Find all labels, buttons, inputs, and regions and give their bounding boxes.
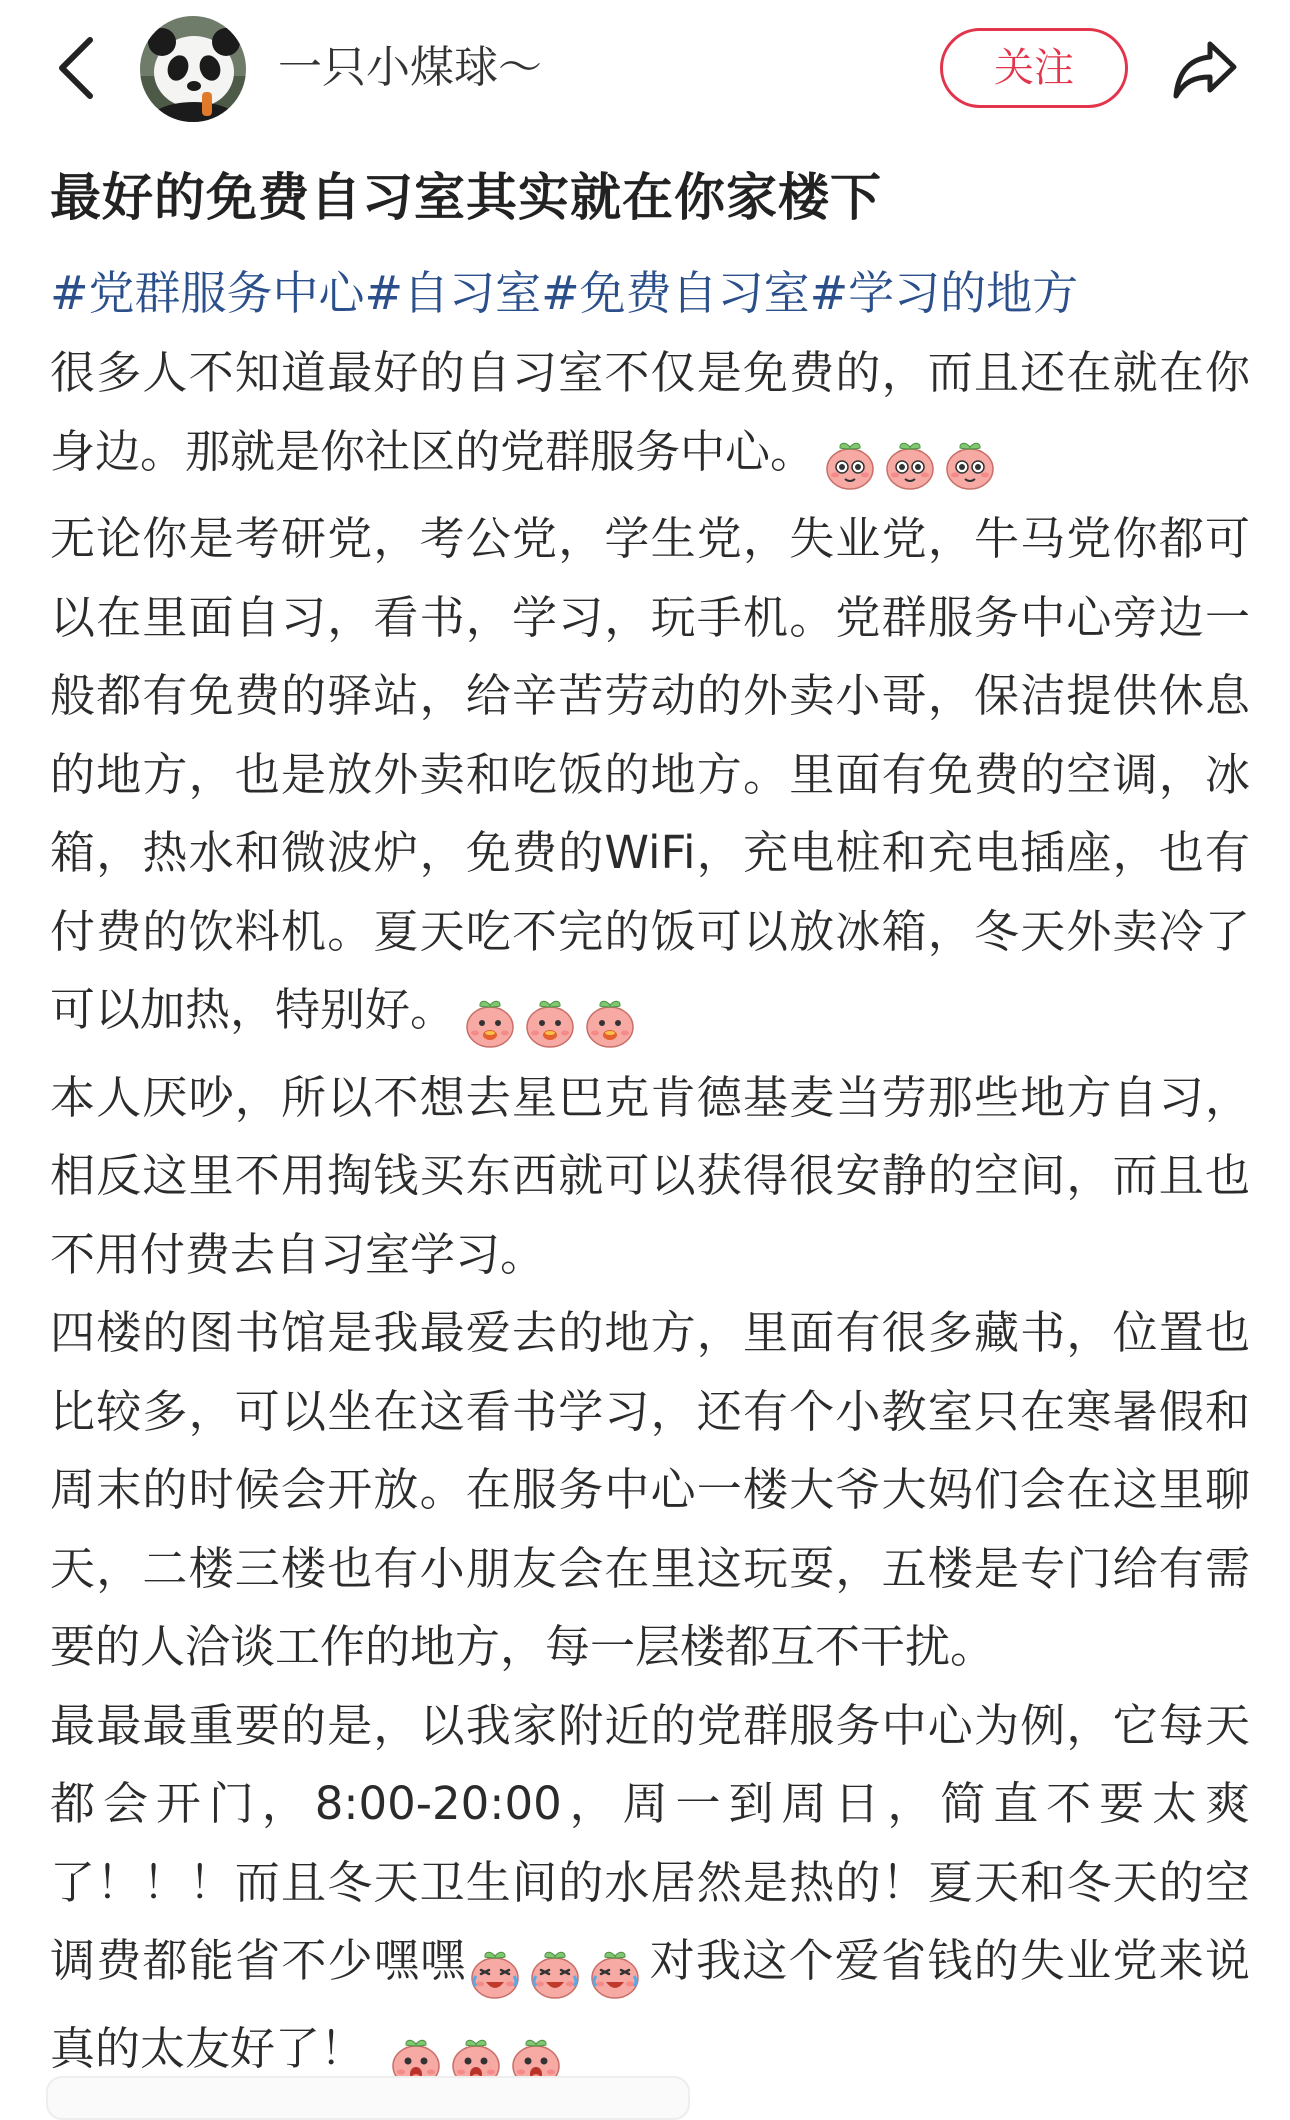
paragraph-text: 无论你是考研党，考公党，学生党，失业党，牛马党你都可以在里面自习，看书，学习，玩手机。党群服务中心旁边一般都有免费的驿站，给辛苦劳动的外卖小哥，保洁提供休息的地方，也是放外卖和吃饭的地方。里面有免费的空调，冰箱，热水和微波炉，免费的WiFi，充电桩和充电插座，也有付费的饮料机。夏天吃不完的饭可以放冰箱，冬天外卖冷了可以加热，特别好。 bbox=[50, 512, 1250, 1036]
paragraph-text: 最最最重要的是，以我家附近的党群服务中心为例，它每天都会开门，8:00-20:00，周一到周日，简直不要太爽了！！！而且冬天卫生间的水居然是热的！夏天和冬天的空调费都能省不少嘿嘿 bbox=[50, 1698, 1250, 1987]
hashtag-party-service-center[interactable]: #党群服务中心 bbox=[50, 266, 365, 320]
follow-button[interactable]: 关注 bbox=[940, 28, 1128, 108]
back-button[interactable] bbox=[48, 30, 108, 106]
peach-face-wide-eyes-emoji bbox=[823, 437, 877, 491]
share-arrow-icon bbox=[1170, 34, 1240, 104]
emoji-group bbox=[468, 1931, 648, 2010]
paragraph-text: 很多人不知道最好的自习室不仅是免费的，而且还在就在你身边。那就是你社区的党群服务中心。 bbox=[50, 346, 1250, 478]
peach-face-wide-eyes-emoji bbox=[943, 437, 997, 491]
panda-avatar-image bbox=[140, 16, 246, 122]
hashtag-study-room[interactable]: #自习室 bbox=[364, 266, 542, 320]
body-paragraph bbox=[50, 1687, 1250, 2098]
peach-face-crying-laughing-emoji bbox=[468, 1946, 522, 2000]
peach-face-eating-emoji bbox=[583, 995, 637, 1049]
peach-face-eating-emoji bbox=[463, 995, 517, 1049]
chevron-left-icon bbox=[48, 30, 108, 106]
body-paragraph bbox=[50, 500, 1250, 1059]
share-button[interactable] bbox=[1170, 34, 1240, 104]
body-paragraph bbox=[50, 1059, 1250, 1295]
bottom-card-edge bbox=[46, 2076, 690, 2120]
emoji-group bbox=[463, 980, 643, 1059]
post-body bbox=[50, 334, 1250, 2097]
post-title: 最好的免费自习室其实就在你家楼下 bbox=[50, 169, 883, 228]
body-paragraph bbox=[50, 334, 1250, 500]
paragraph-text: 四楼的图书馆是我最爱去的地方，里面有很多藏书，位置也比较多，可以坐在这看书学习，还有个小教室只在寒暑假和周末的时候会开放。在服务中心一楼大爷大妈们会在这里聊天，二楼三楼也有小朋友会在里这玩耍，五楼是专门给有需要的人洽谈工作的地方，每一层楼都互不干扰。 bbox=[50, 1306, 1250, 1673]
peach-face-wide-eyes-emoji bbox=[883, 437, 937, 491]
hashtag-study-places[interactable]: #学习的地方 bbox=[809, 266, 1079, 320]
peach-face-eating-emoji bbox=[523, 995, 577, 1049]
peach-face-crying-laughing-emoji bbox=[528, 1946, 582, 2000]
peach-face-crying-laughing-emoji bbox=[588, 1946, 642, 2000]
paragraph-text: 对我这个爱省钱的失业党来说真的太友好了！ bbox=[50, 1934, 1250, 2075]
author-name[interactable]: 一只小煤球～ bbox=[278, 42, 542, 93]
avatar[interactable] bbox=[140, 16, 246, 122]
hashtag-free-study-room[interactable]: #免费自习室 bbox=[541, 266, 810, 320]
paragraph-text: 本人厌吵，所以不想去星巴克肯德基麦当劳那些地方自习，相反这里不用掏钱买东西就可以获得很安静的空间，而且也不用付费去自习室学习。 bbox=[50, 1070, 1250, 1281]
post-header bbox=[0, 0, 1290, 140]
body-paragraph bbox=[50, 1294, 1250, 1687]
emoji-group bbox=[823, 422, 1003, 501]
hashtag-row bbox=[50, 258, 1078, 328]
